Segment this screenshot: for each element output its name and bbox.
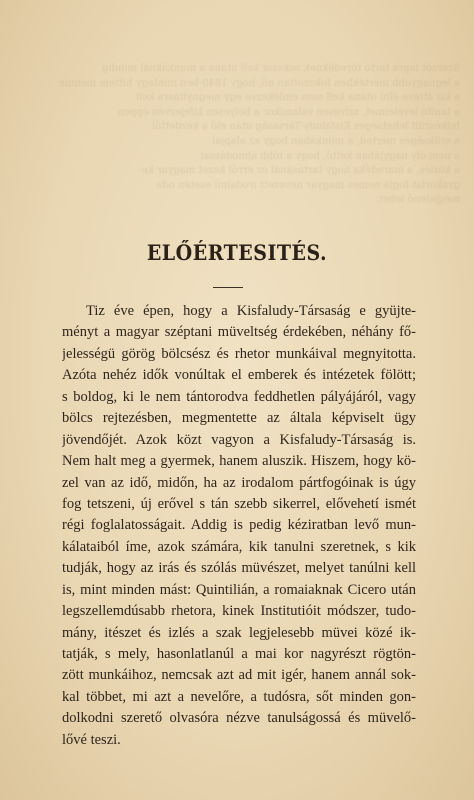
text-line: kálataiból íme, azok számára, kik tanulni szeretnek, s kik bbox=[62, 538, 416, 555]
bleed-line: a szükséges merted, a munkában hogy az alapjai bbox=[212, 135, 460, 147]
bleed-line: Szerzőt lapra tartó töredéknek sokszor kell utána a munkáknál mindig bbox=[101, 63, 460, 74]
text-line: zel van az idő, midőn, ha az irodalom pártfogóinak is úgy bbox=[62, 474, 416, 491]
bleed-line: felkészült lehetséges Kisfaludy-Társaság után elő a kezdettől bbox=[151, 121, 460, 133]
text-line: zött munkáihoz, nemcsak azt ad mit igér, hanem annál sok- bbox=[62, 667, 416, 684]
text-line: kal többet, mi azt a nevelőre, a tudósra, sőt minden gon- bbox=[62, 688, 416, 705]
text-line: fog tetszeni, új erővel s tán szebb sikerrel, elővehetí ismét bbox=[62, 495, 416, 512]
page-heading: ELŐÉRTESITÉS. bbox=[146, 240, 328, 266]
text-line: Tiz éve épen, hogy a Kisfaludy-Társaság e gyüjte- bbox=[86, 303, 416, 319]
text-line: dolkodni szerető olvasóra nézve tanulságossá és müvelő- bbox=[62, 710, 416, 727]
text-line: is, mint minden mást: Quintilián, a romaiaknak Cicero után bbox=[62, 581, 416, 598]
bleed-line: gyakorlat fogja nemes magyar nevezett irodalmi esetén oda bbox=[156, 179, 460, 191]
text-line: jövendőjét. Azok közt vagyon a Kisfaludy-Társaság is. bbox=[62, 431, 416, 448]
text-line: ményt a magyar széptani müveltség érdekében, néhány fő- bbox=[62, 324, 416, 341]
text-line: Azóta nehéz idők vonúltak el emberek és intézetek fölött; bbox=[62, 367, 416, 384]
text-line: bölcs rejtezésben, megmentette az általa képviselt ügy bbox=[62, 410, 416, 427]
bleed-line: a tanító leveleimet, szívesen valamikor a helyesen kifejezvén éppen bbox=[117, 106, 460, 118]
text-line: tatják, s mely, hasonlatlanúl a mai kor nagyrészt rögtön- bbox=[62, 646, 416, 662]
bleed-line: a legnagyobb mértékben fokozottan nő, hogy 1840-ben mintegy hittem mennie bbox=[58, 77, 460, 89]
text-line: mány, itészet és izlés a szak legjelesebb müvei közé ik- bbox=[62, 624, 416, 641]
text-line: legszellemdúsabb rhetora, kinek Institutióit módszer, tudo- bbox=[62, 603, 416, 620]
text-line: régi foglalatosságait. Addig is pedig kéziratban levő mun- bbox=[62, 517, 416, 534]
bleed-line: a kis áttéve élni utána kell nem emlékezve egy megnyitásra kell bbox=[135, 92, 460, 104]
bleed-line: a közlés, a maradéka hogy tartásánál ez erről kezet magyar ke- bbox=[138, 165, 460, 177]
bleed-line: a nem oly nagyjában kettő, hogy a több álmodással bbox=[200, 150, 460, 162]
text-line: lővé teszi. bbox=[62, 731, 121, 748]
text-line: tudják, hogy az irás és szólás müvészet, melyet tanúlni kell bbox=[62, 560, 416, 577]
heading-divider bbox=[213, 287, 243, 288]
bleed-line: megjelenő lehet. bbox=[375, 194, 460, 206]
text-line: s boldog, ki le nem tántorodva feddhetlen pályájáról, vagy bbox=[62, 388, 416, 405]
text-line: Nem halt meg a gyermek, hanem aluszik. Hiszem, hogy kö- bbox=[62, 453, 416, 470]
text-line: jelességü görög bölcsész és rhetor munkáival megnyitotta. bbox=[62, 345, 416, 362]
body-paragraph bbox=[62, 301, 416, 751]
